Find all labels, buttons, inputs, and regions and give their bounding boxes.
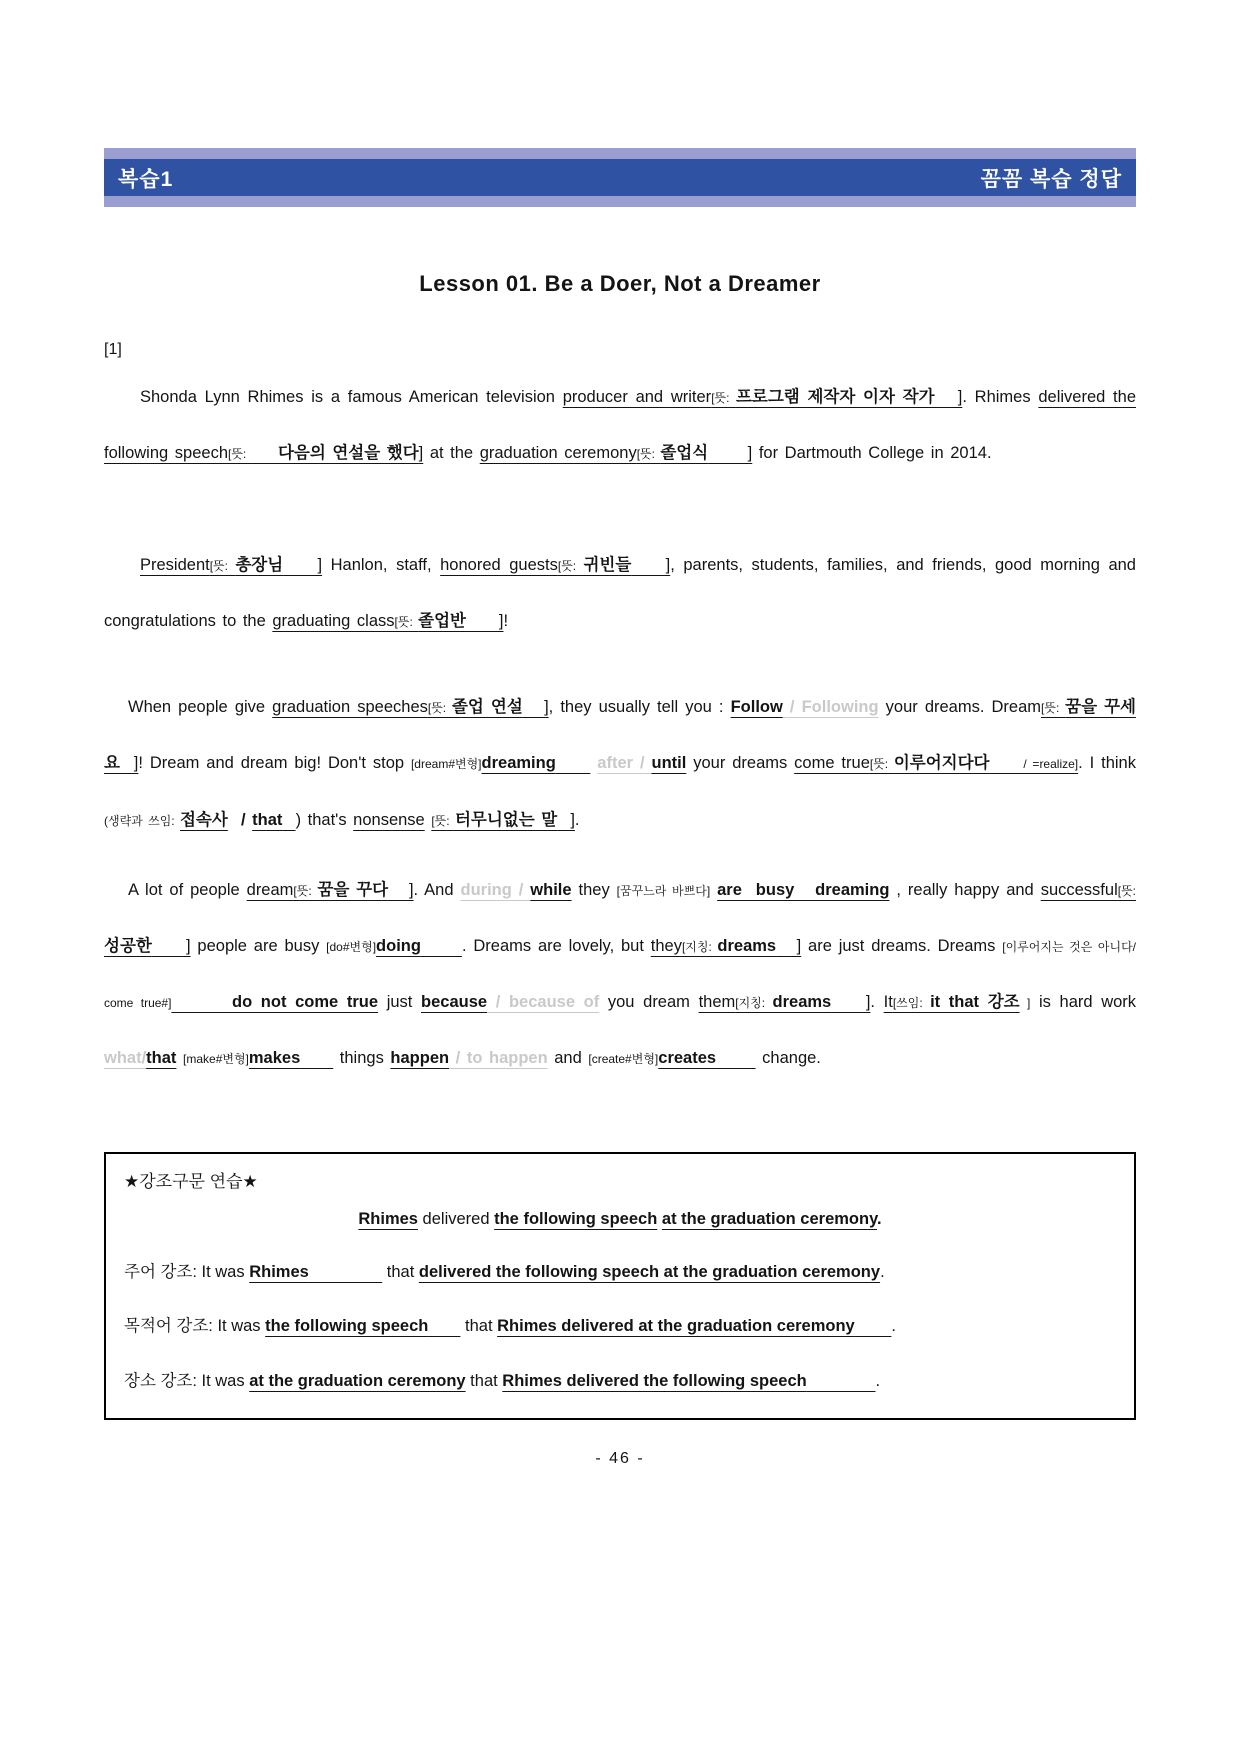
emphasis-line-object: 목적어 강조: It was the following speech that Rhimes delivered at the graduation ceremony . — [124, 1317, 897, 1336]
page-number: - 46 - — [595, 1450, 645, 1468]
paragraph-intro: Shonda Lynn Rhimes is a famous American television producer and writer[뜻: 프로그램 제작자 이자 작가 ]. Rhimes delivered the following speech[뜻: 다음의 연설을 했다] at the graduation ceremony[뜻: 졸업식 ] for Dartmouth College in 2014. — [104, 388, 1136, 463]
section-marker: [1] — [104, 341, 122, 358]
paragraph-greeting: President[뜻: 총장님 ] Hanlon, staff, honored guests[뜻: 귀빈들 ], parents, students, families, and friends, good morning and congratulations to the graduating class[뜻: 졸업반 ]! — [104, 556, 1136, 631]
lesson-title: Lesson 01. Be a Doer, Not a Dreamer — [419, 271, 821, 296]
emphasis-practice-box — [104, 1152, 1136, 1420]
paragraph-dreamers: A lot of people dream[뜻: 꿈을 꾸다 ]. And during / while they [꿈꾸느라 바쁘다] are busy dreaming , really happy and successful[뜻: 성공한 ] people are busy [do#변형]doing . Dreams are lovely, but they[지칭: dreams ] are just dreams. Dreams [이루어지는 것은 아니다/ come true#] do not come true just because / because of you dream them[지칭: dreams ]. It[쓰임: it that 강조 ] is hard work what/that [make#변형]makes things happen / to happen and [create#변형]creates change. — [104, 880, 1137, 1067]
practice-box-title: ★강조구문 연습★ — [124, 1172, 258, 1192]
emphasis-line-subject: 주어 강조: It was Rhimes that delivered the following speech at the graduation ceremony. — [124, 1262, 885, 1281]
header-left-label: 복습1 — [118, 167, 174, 191]
paragraph-speeches: When people give graduation speeches[뜻: 졸업 연설 ], they usually tell you : Follow / Following your dreams. Dream[뜻: 꿈을 꾸세요 ]! Dream and dream big! Don't stop [dream#변형]dreaming after / until your dreams come true[뜻: 이루어지다다 / =realize]. I think (생략과 쓰임: 접속사 / that ) that's nonsense [뜻: 터무니없는 말 ]. — [104, 698, 1136, 829]
example-sentence: Rhimes delivered the following speech at the graduation ceremony. — [358, 1210, 882, 1229]
header-right-label: 꼼꼼 복습 정답 — [980, 167, 1122, 191]
emphasis-line-place: 장소 강조: It was at the graduation ceremony that Rhimes delivered the following speech . — [124, 1371, 881, 1390]
section-header-bar — [104, 148, 1136, 207]
